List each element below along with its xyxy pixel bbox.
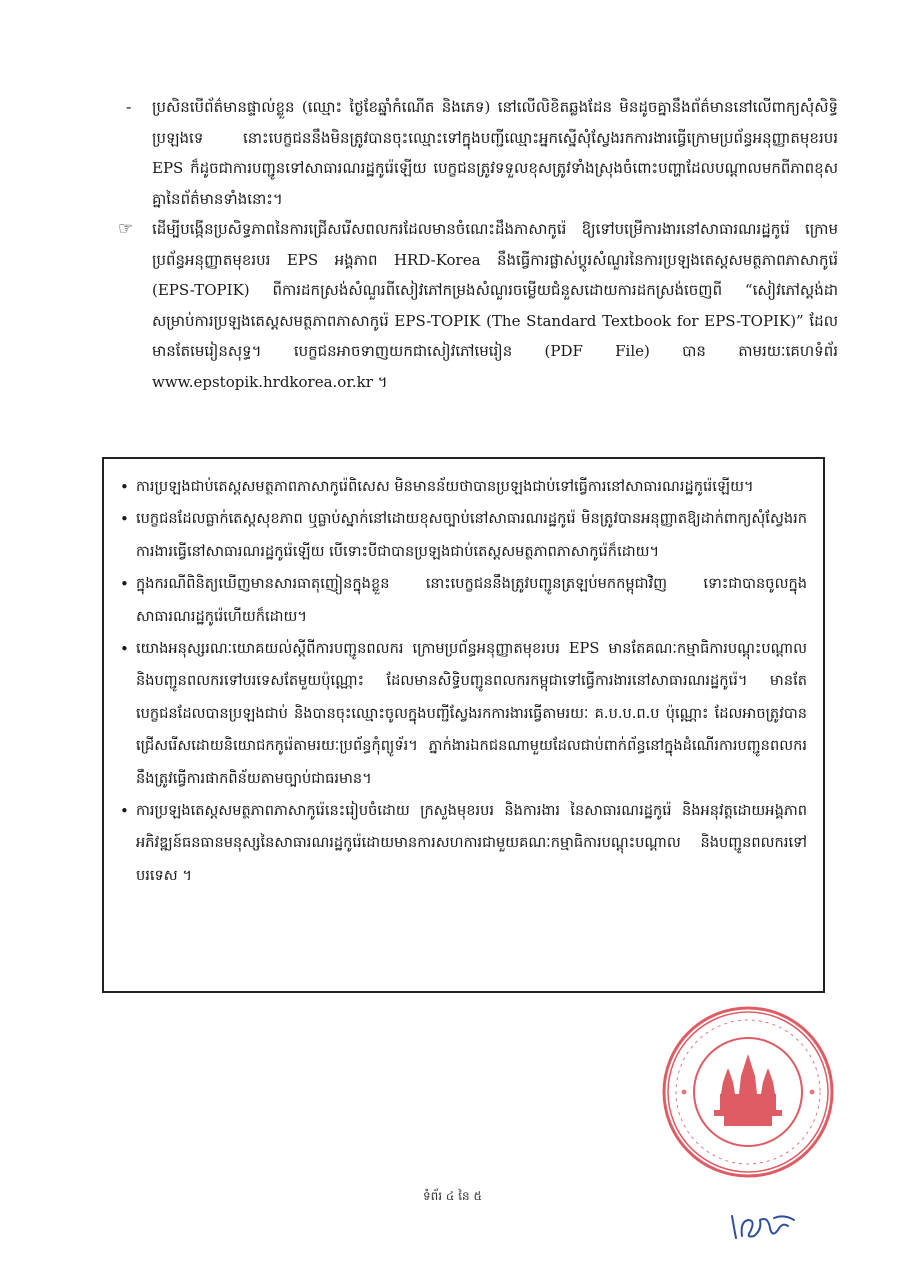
bullet-icon: •	[120, 802, 129, 821]
dash-marker: -	[126, 97, 132, 116]
intro-section	[118, 92, 838, 397]
angkor-wat-emblem	[714, 1054, 782, 1126]
handwritten-signature	[728, 1208, 798, 1242]
bullet-icon: •	[120, 640, 129, 659]
list-item	[118, 471, 807, 503]
paragraph-passport-info	[118, 92, 838, 214]
list-item	[118, 503, 807, 568]
list-item	[118, 568, 807, 633]
pointing-hand-icon: ☞	[118, 219, 134, 239]
list-item-text: បេក្ខជនដែលធ្លាក់តេស្តសុខភាព ឬធ្លាប់ស្នាក់នៅដោយខុសច្បាប់នៅសាធារណរដ្ឋកូរ៉េ មិនត្រូវបានអនុញ្ញាតឱ្យដាក់ពាក្យសុំស្វែងរកការងារធ្វើនៅសាធារណរដ្ឋកូរ៉េឡើយ បើទោះបីជាបានប្រឡងជាប់តេស្តសមត្ថភាពភាសាកូរ៉េក៏ដោយ។	[136, 510, 807, 560]
bullet-icon: •	[120, 510, 129, 529]
list-item-text: ក្នុងករណីពិនិត្យឃើញមានសារធាតុញៀនក្នុងខ្លួន នោះបេក្ខជននឹងត្រូវបញ្ជូនត្រឡប់មកកម្ពុជាវិញ ទោះជាបានចូលក្នុងសាធារណរដ្ឋកូរ៉េហើយក៏ដោយ។	[136, 575, 807, 625]
list-item	[118, 795, 807, 892]
notice-box	[102, 457, 825, 993]
page-number: ទំព័រ ៤ នៃ ៥	[423, 1189, 482, 1203]
official-seal-stamp	[658, 1002, 838, 1182]
notice-list	[118, 471, 807, 892]
list-item-text: យោងអនុស្សរណៈយោគយល់ស្តីពីការបញ្ជូនពលករ ក្រោមប្រព័ន្ធអនុញ្ញាតមុខរបរ EPS មានតែគណៈកម្មាធិការបណ្តុះបណ្តាល និងបញ្ជូនពលករទៅបរទេសតែមួយប៉ុណ្ណោះ ដែលមានសិទ្ធិបញ្ជូនពលករកម្ពុជាទៅធ្វើការងារនៅសាធារណរដ្ឋកូរ៉េ។ មានតែបេក្ខជនដែលបានប្រឡងជាប់ និងបានចុះឈ្មោះចូលក្នុងបញ្ជីស្វែងរកការងារធ្វើតាមរយៈ គ.ប.ប.ព.ប ប៉ុណ្ណោះ ដែលអាចត្រូវបានជ្រើសរើសដោយនិយោជកកូរ៉េតាមរយៈប្រព័ន្ធកុំព្យូទ័រ។ ភ្នាក់ងារឯកជនណាមួយដែលជាប់ពាក់ព័ន្ធនៅក្នុងដំណើរការបញ្ជូនពលករនឹងត្រូវធ្វើការផាកពិន័យតាមច្បាប់ជាធរមាន។	[136, 640, 807, 787]
paragraph-text: ប្រសិនបើព័ត៌មានផ្ទាល់ខ្លួន (ឈ្មោះ ថ្ងៃខែឆ្នាំកំណើត និងភេទ) នៅលើលិខិតឆ្លងដែន មិនដូចគ្នានឹងព័ត៌មាននៅលើពាក្យសុំសិទ្ធិប្រឡងទេ នោះបេក្ខជននឹងមិនត្រូវបានចុះឈ្មោះទៅក្នុងបញ្ជីឈ្មោះអ្នកស្នើសុំស្វែងរកការងារធ្វើក្រោមប្រព័ន្ធអនុញ្ញាតមុខរបរ EPS ក៏ដូចជាការបញ្ជូនទៅសាធារណរដ្ឋកូរ៉េឡើយ បេក្ខជនត្រូវទទួលខុសត្រូវទាំងស្រុងចំពោះបញ្ហាដែលបណ្តាលមកពីភាពខុសគ្នានៃព័ត៌មានទាំងនោះ។	[152, 98, 838, 208]
bullet-icon: •	[120, 575, 129, 594]
paragraph-eps-topik-textbook	[118, 214, 838, 397]
list-item	[118, 633, 807, 795]
list-item-text: ការប្រឡងតេស្តសមត្ថភាពភាសាកូរ៉េនេះរៀបចំដោយ ក្រសួងមុខរបរ និងការងារ នៃសាធារណរដ្ឋកូរ៉េ និងអនុវត្តដោយអង្គភាពអភិវឌ្ឍន៍ធនធានមនុស្សនៃសាធារណរដ្ឋកូរ៉េដោយមានការសហការជាមួយគណៈកម្មាធិការបណ្តុះបណ្តាល និងបញ្ជូនពលករទៅបរទេស ។	[136, 802, 807, 884]
paragraph-text: ដើម្បីបង្កើនប្រសិទ្ធភាពនៃការជ្រើសរើសពលករដែលមានចំណេះដឹងភាសាកូរ៉េ ឱ្យទៅបម្រើការងារនៅសាធារណរដ្ឋកូរ៉េ ក្រោមប្រព័ន្ធអនុញ្ញាតមុខរបរ EPS អង្គភាព HRD-Korea នឹងធ្វើការផ្លាស់ប្តូរសំណួរនៃការប្រឡងតេស្តសមត្ថភាពភាសាកូរ៉េ (EPS-TOPIK) ពីការដកស្រង់សំណួរពីសៀវភៅកម្រងសំណួរចម្លើយជំនួសដោយការដកស្រង់ចេញពី “សៀវភៅស្តង់ដាសម្រាប់ការប្រឡងតេស្តសមត្ថភាពភាសាកូរ៉េ EPS-TOPIK (The Standard Textbook for EPS-TOPIK)” ដែលមានតែមេរៀនសុទ្ធ។ បេក្ខជនអាចទាញយកជាសៀវភៅមេរៀន (PDF File) បាន តាមរយៈគេហទំព័រ www.epstopik.hrdkorea.or.kr ។	[152, 220, 838, 391]
bullet-icon: •	[120, 478, 129, 496]
list-item-text: ការប្រឡងជាប់តេស្តសមត្ថភាពភាសាកូរ៉េពិសេស មិនមានន័យថាបានប្រឡងជាប់ទៅធ្វើការនៅសាធារណរដ្ឋកូរ៉េឡើយ។	[136, 478, 754, 495]
